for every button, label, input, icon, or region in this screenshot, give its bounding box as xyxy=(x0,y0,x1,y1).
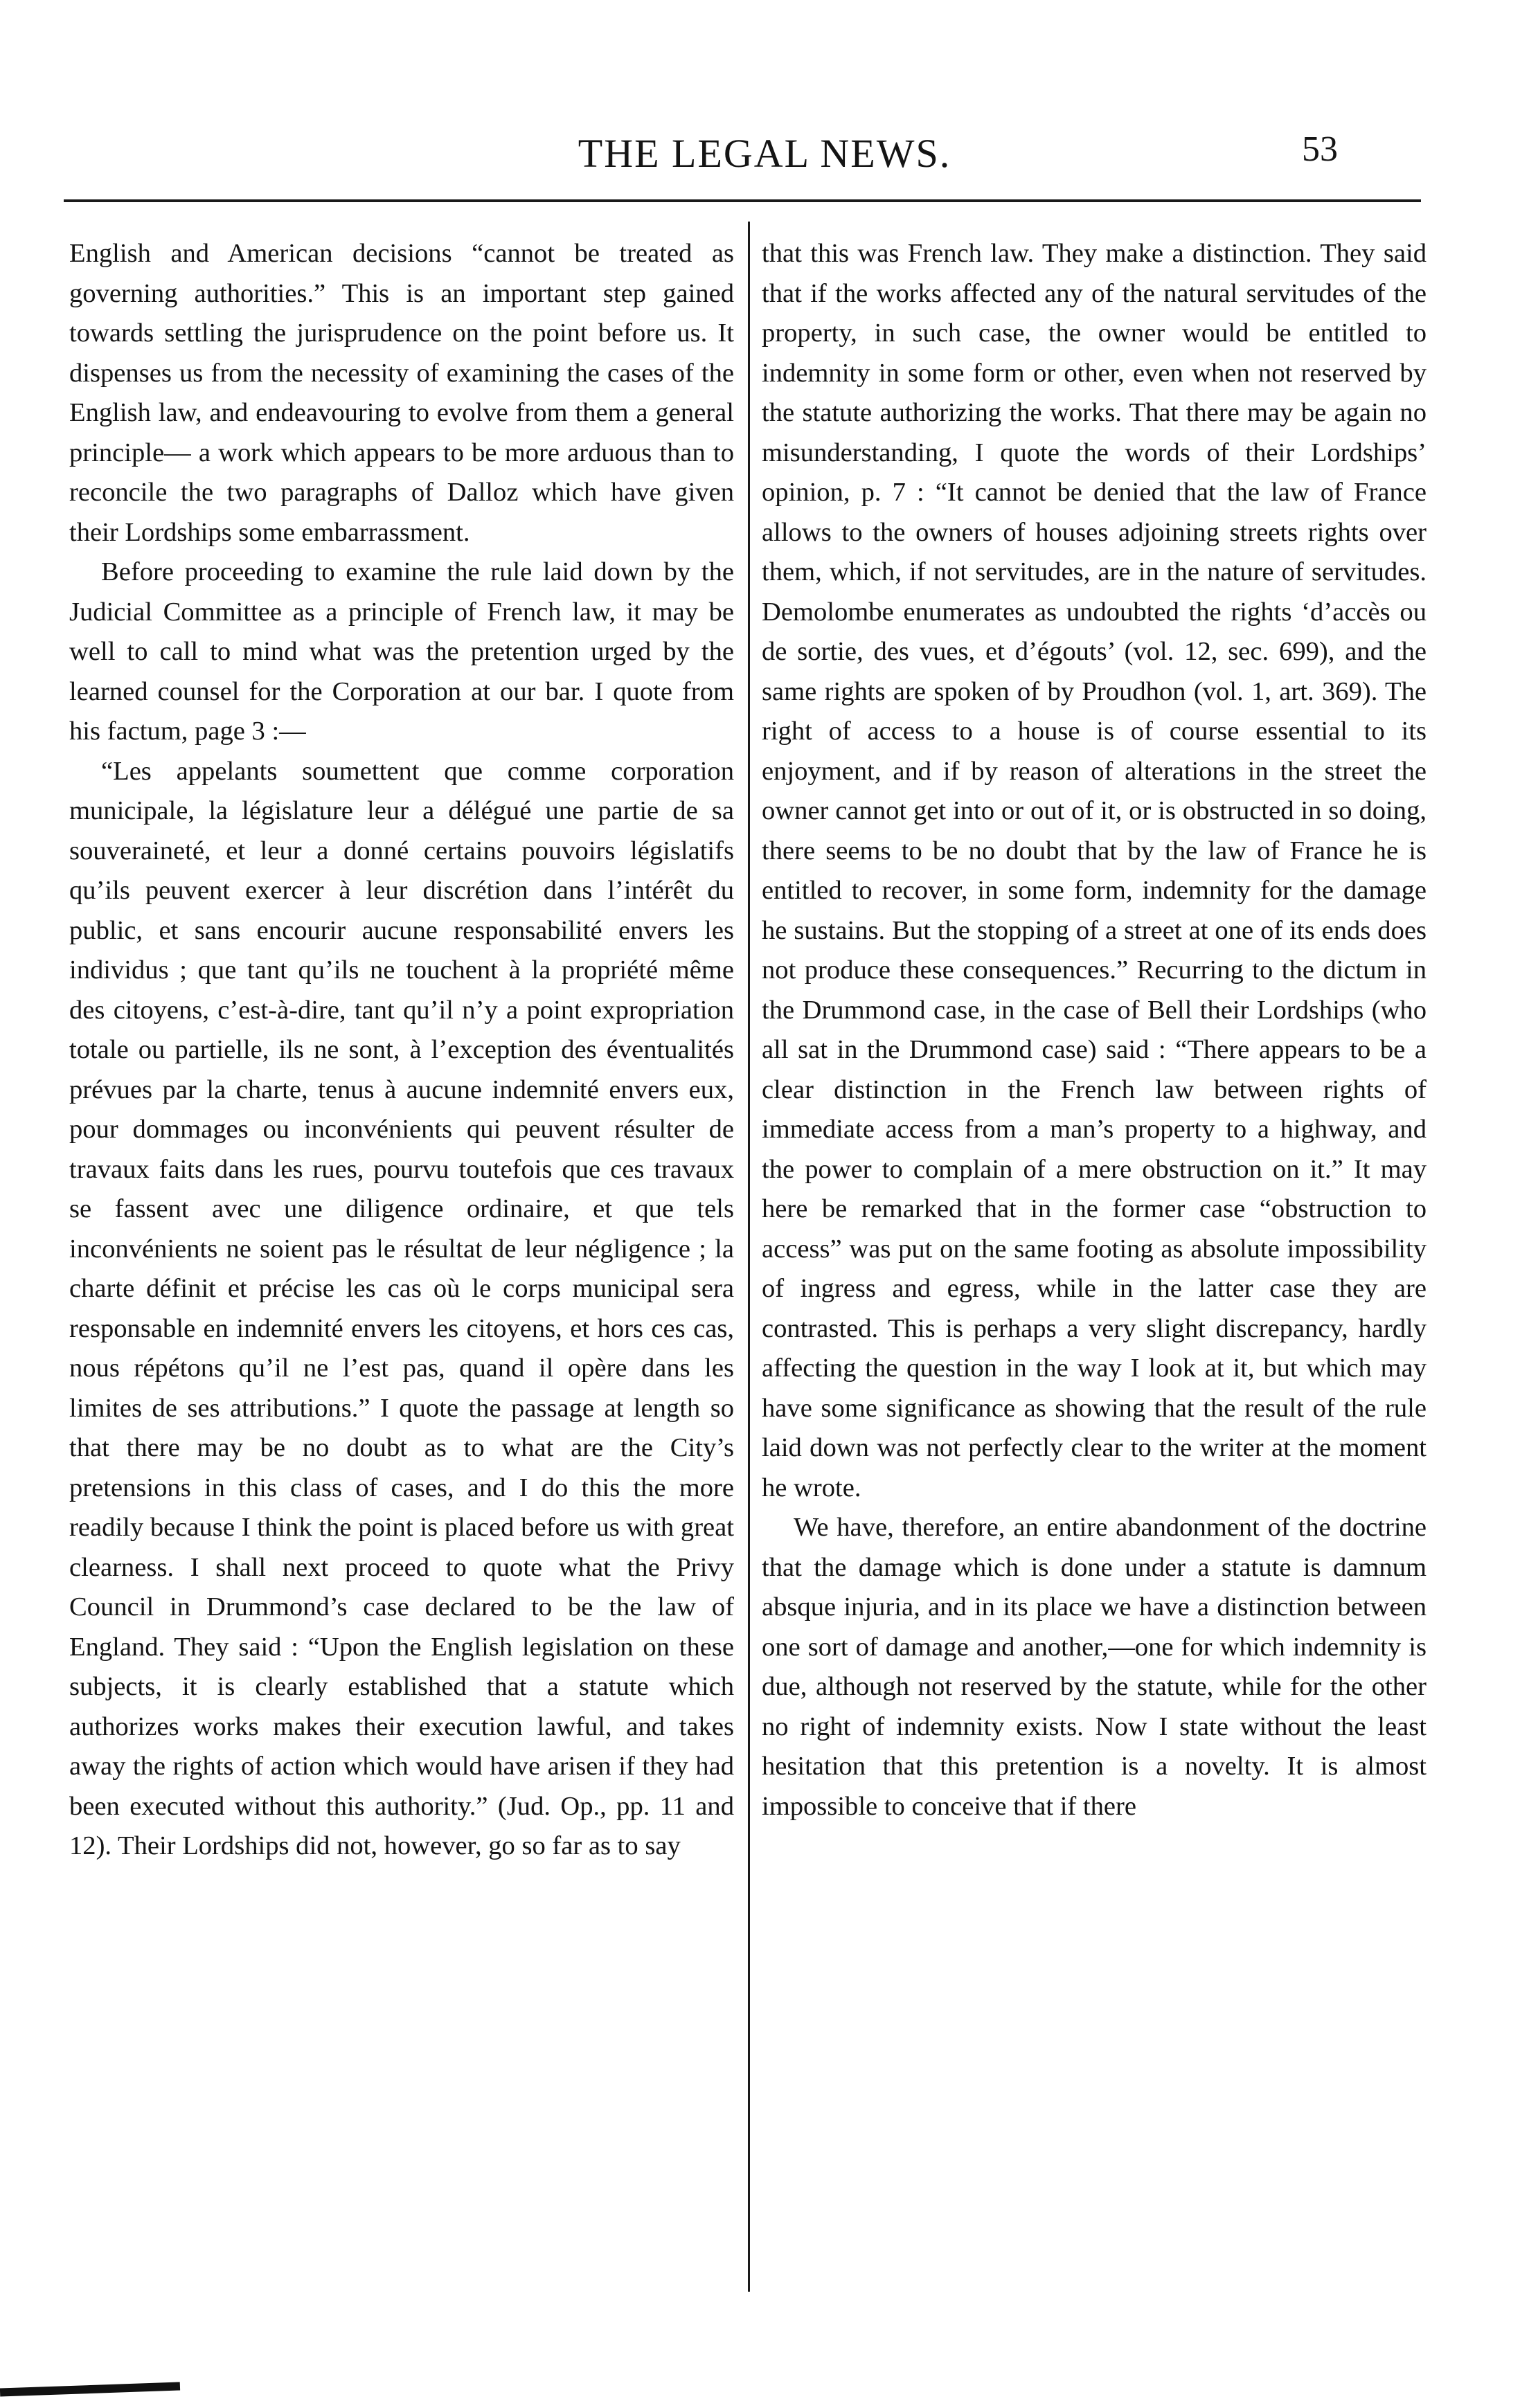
paragraph: We have, therefore, an entire abandonment of the doctrine that the damage which is done under a statute is damnum absque injuria, and in its place we have a distinction between one sort of damage and another,—one for which indemnity is due, although not reserved by the statute, while for the other no right of indemnity exists. Now I state without the least hesitation that this pretention is a novelty. It is almost impossible to conceive that if there xyxy=(762,1513,1427,1821)
paragraph: Before proceeding to examine the rule laid down by the Judicial Committee as a principle of French law, it may be well to call to mind what was the pretention urged by the learned counsel for the Corporation at our bar. I quote from his factum, page 3 :— xyxy=(69,557,734,746)
paragraph: English and American decisions “cannot be treated as governing authorities.” This is an important step gained towards settling the jurisprudence on the point before us. It dispenses us from the necessity of examining the cases of the English law, and endeavouring to evolve from them a general principle— a work which appears to be more arduous than to reconcile the two paragraphs of Dalloz which have given their Lordships some embarrassment. xyxy=(69,239,734,547)
right-column xyxy=(762,234,1427,1826)
scan-edge-mark xyxy=(0,2382,180,2396)
paragraph: “Les appelants soumettent que comme corporation municipale, la législature leur a délégué une partie de sa souveraineté, et leur a donné certains pouvoirs législatifs qu’ils peuvent exercer à leur discrétion dans l’intérêt du public, et sans encourir aucune responsabilité envers les individus ; que tant qu’ils ne touchent à la propriété même des citoyens, c’est-à-dire, tant qu’il n’y a point expropriation totale ou partielle, ils ne sont, à l’exception des éventualités prévues par la charte, tenus à aucune indemnité envers eux, pour dommages ou inconvénients qui peuvent résulter de travaux faits dans les rues, pourvu toutefois que ces travaux se fassent avec une diligence ordinaire, et que tels inconvénients ne soient pas le résultat de leur négligence ; la charte définit et précise les cas où le corps municipal sera responsable en indemnité envers les citoyens, et hors ces cas, nous répétons qu’il ne l’est pas, quand il opère dans les limites de ses attributions.” I quote the passage at length so that there may be no doubt as to what are the City’s pretensions in this class of cases, and I do this the more readily because I think the point is placed before us with great clearness. I shall next proceed to quote what the Privy Council in Drummond’s case declared to be the law of England. They said : “Upon the English legislation on these subjects, it is clearly established that a statute which authorizes works makes their execution lawful, and takes away the rights of action which would have arisen if they had been executed without this authority.” (Jud. Op., pp. 11 and 12). Their Lordships did not, however, go so far as to say xyxy=(69,756,734,1860)
left-column xyxy=(69,234,734,1867)
page-number: 53 xyxy=(1302,129,1338,169)
column-divider xyxy=(748,222,750,2292)
paragraph: that this was French law. They make a distinction. They said that if the works affected any of the natural servitudes of the property, in such case, the owner would be entitled to indemnity in some form or other, even when not reserved by the statute authorizing the works. That there may be again no misunderstanding, I quote the words of their Lordships’ opinion, p. 7 : “It cannot be denied that the law of France allows to the owners of houses adjoining streets rights over them, which, if not servitudes, are in the nature of servitudes. Demolombe enumerates as undoubted the rights ‘d’accès ou de sortie, des vues, et d’égouts’ (vol. 12, sec. 699), and the same rights are spoken of by Proudhon (vol. 1, art. 369). The right of access to a house is of course essential to its enjoyment, and if by reason of alterations in the street the owner cannot get into or out of it, or is obstructed in so doing, there seems to be no doubt that by the law of France he is entitled to recover, in some form, indemnity for the damage he sustains. But the stopping of a street at one of its ends does not produce these consequences.” Recurring to the dictum in the Drummond case, in the case of Bell their Lordships (who all sat in the Drummond case) said : “There appears to be a clear distinction in the French law between rights of immediate access from a man’s property to a highway, and the power to complain of a mere obstruction on it.” It may here be remarked that in the former case “obstruction to access” was put on the same footing as absolute impossibility of ingress and egress, while in the latter case they are contrasted. This is perhaps a very slight discrepancy, hardly affecting the question in the way I look at it, but which may have some significance as showing that the result of the rule laid down was not perfectly clear to the writer at the moment he wrote. xyxy=(762,239,1427,1502)
running-header xyxy=(0,123,1529,199)
header-rule xyxy=(64,199,1421,202)
journal-title: THE LEGAL NEWS. xyxy=(578,131,951,176)
